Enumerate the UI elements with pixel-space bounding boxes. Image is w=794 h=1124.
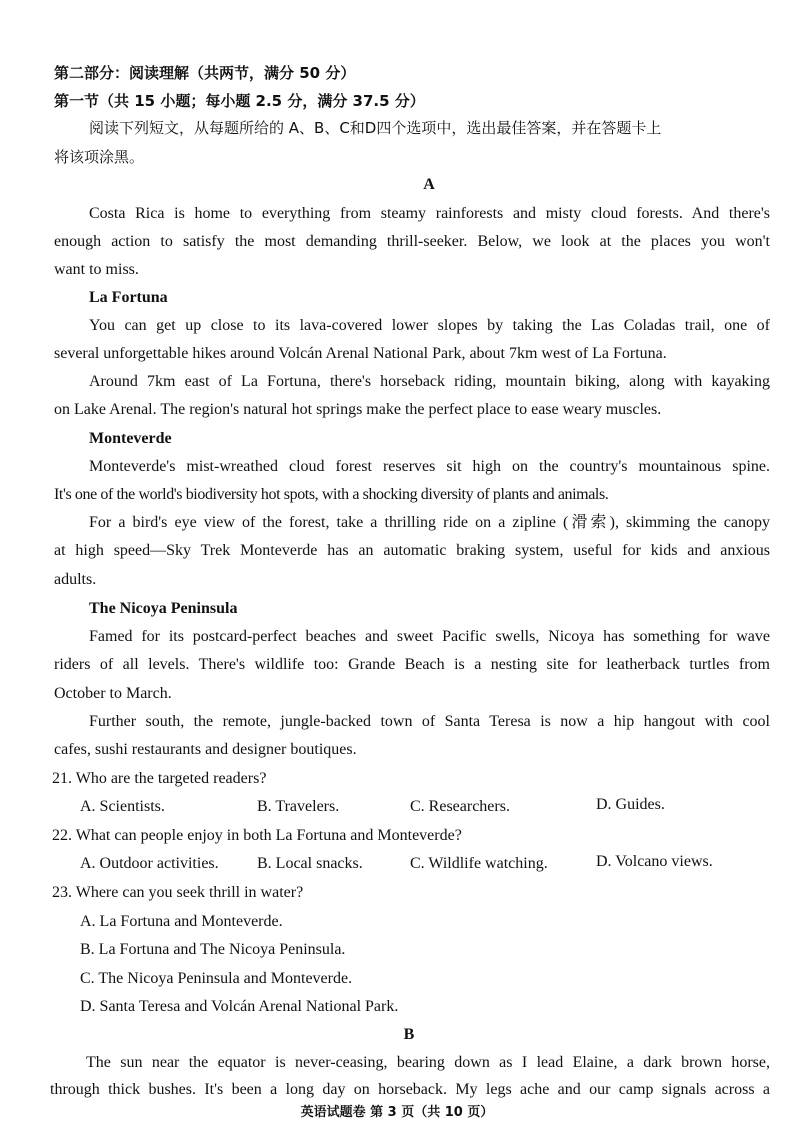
question-21-option-a: A. Scientists. (80, 798, 165, 815)
question-21-option-d: D. Guides. (596, 796, 665, 813)
question-21-option-c: C. Researchers. (410, 798, 510, 815)
passage-b-line: through thick bushes. It's been a long day on horseback. My legs ache and our camp signals across a (50, 1081, 770, 1098)
paragraph-line: on Lake Arenal. The region's natural hot springs make the perfect place to ease weary muscles. (54, 401, 662, 418)
part-title: 第二部分：阅读理解（共两节，满分 50 分） (54, 64, 356, 82)
intro-line: enough action to satisfy the most demanding thrill-seeker. Below, we look at the places you won't (54, 233, 770, 250)
paragraph-line: For a bird's eye view of the forest, take a thrilling ride on a zipline (滑索), skimming the canopy (89, 514, 770, 531)
paragraph-line: cafes, sushi restaurants and designer boutiques. (54, 741, 357, 758)
intro-line: want to miss. (54, 261, 139, 278)
question-22-stem: 22. What can people enjoy in both La Fortuna and Monteverde? (52, 827, 462, 844)
question-22-option-a: A. Outdoor activities. (80, 855, 219, 872)
paragraph-line: Famed for its postcard-perfect beaches and sweet Pacific swells, Nicoya has something for wave (89, 628, 770, 645)
paragraph-line: adults. (54, 571, 97, 588)
question-23-option-c: C. The Nicoya Peninsula and Monteverde. (80, 970, 353, 987)
instruction-line-2: 将该项涂黑。 (54, 148, 145, 166)
question-23-option-d: D. Santa Teresa and Volcán Arenal National Park. (80, 998, 399, 1015)
intro-line: Costa Rica is home to everything from steamy rainforests and misty cloud forests. And there's (89, 205, 770, 222)
paragraph-line: riders of all levels. There's wildlife too: Grande Beach is a nesting site for leatherback turtles from (54, 656, 770, 673)
paragraph-line: several unforgettable hikes around Volcán Arenal National Park, about 7km west of La Fortuna. (54, 345, 667, 362)
paragraph-line: It's one of the world's biodiversity hot spots, with a shocking diversity of plants and animals. (54, 486, 609, 503)
paragraph-line: October to March. (54, 685, 172, 702)
question-22-option-c: C. Wildlife watching. (410, 855, 548, 872)
question-23-stem: 23. Where can you seek thrill in water? (52, 884, 304, 901)
section-heading-monteverde: Monteverde (89, 430, 172, 447)
question-22-option-d: D. Volcano views. (596, 853, 713, 870)
paragraph-line: You can get up close to its lava-covered lower slopes by taking the Las Coladas trail, one of (89, 317, 770, 334)
question-22-option-b: B. Local snacks. (257, 855, 363, 872)
paragraph-line: at high speed—Sky Trek Monteverde has an automatic braking system, useful for kids and anxious (54, 542, 770, 559)
passage-a-label: A (423, 176, 435, 193)
paragraph-line: Around 7km east of La Fortuna, there's horseback riding, mountain biking, along with kayaking (89, 373, 770, 390)
page-footer: 英语试题卷 第 3 页（共 10 页） (300, 1105, 494, 1120)
section-heading-la-fortuna: La Fortuna (89, 289, 168, 306)
section-heading-nicoya: The Nicoya Peninsula (89, 600, 238, 617)
question-23-option-b: B. La Fortuna and The Nicoya Peninsula. (80, 941, 346, 958)
passage-b-label: B (403, 1026, 415, 1043)
paragraph-line: Further south, the remote, jungle-backed town of Santa Teresa is now a hip hangout with cool (89, 713, 770, 730)
question-23-option-a: A. La Fortuna and Monteverde. (80, 913, 283, 930)
question-21-option-b: B. Travelers. (257, 798, 340, 815)
section-title: 第一节（共 15 小题；每小题 2.5 分，满分 37.5 分） (54, 92, 425, 110)
paragraph-line: Monteverde's mist-wreathed cloud forest reserves sit high on the country's mountainous spine. (89, 458, 770, 475)
question-21-stem: 21. Who are the targeted readers? (52, 770, 267, 787)
instruction-line-1: 阅读下列短文，从每题所给的 A、B、C和D四个选项中，选出最佳答案，并在答题卡上 (89, 119, 662, 137)
passage-b-line: The sun near the equator is never-ceasing, bearing down as I lead Elaine, a dark brown horse, (86, 1054, 770, 1071)
